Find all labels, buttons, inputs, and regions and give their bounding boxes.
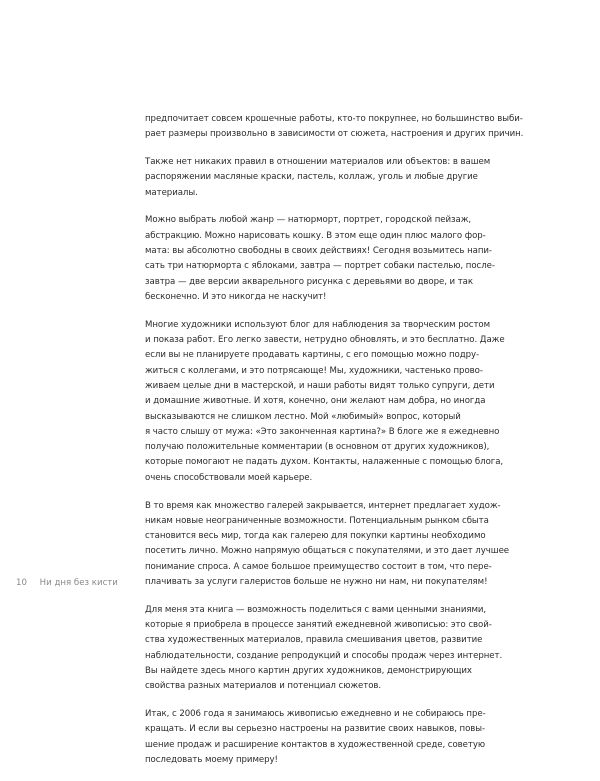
- text-line: получаю положительные комментарии (в основном от других художников),: [145, 442, 490, 453]
- text-line: если вы не планируете продавать картины, с его помощью можно подру-: [145, 350, 480, 361]
- text-line: очень способствовали моей карьере.: [145, 472, 313, 483]
- text-line: и домашние животные. И хотя, конечно, они желают нам добра, но иногда: [145, 396, 486, 407]
- running-title: Ни дня без кисти: [39, 578, 118, 588]
- text-line: никам новые неограниченные возможности. Потенциальным рынком сбыта: [145, 515, 489, 526]
- text-line: Многие художники используют блог для наблюдения за творческим ростом: [145, 319, 491, 330]
- text-line: мата: вы абсолютно свободны в своих действиях! Сегодня возьмитесь напи-: [145, 246, 492, 257]
- text-line: Итак, с 2006 года я занимаюсь живописью ежедневно и не собираюсь пре-: [145, 709, 486, 720]
- text-line: кращать. И если вы серьезно настроены на развитие своих навыков, повы-: [145, 724, 486, 735]
- text-line: понимание спроса. А самое большое преимущество состоит в том, что пере-: [145, 561, 492, 572]
- text-line: Вы найдете здесь много картин других художников, демонстрирующих: [145, 666, 472, 676]
- text-line: становится весь мир, тогда как галерею для покупки картины необходимо: [145, 531, 486, 542]
- text-line: я часто слышу от мужа: «Это законченная картина?» В блоге же я ежедневно: [145, 426, 500, 437]
- page-footer: [16, 577, 118, 589]
- text-line: плачивать за услуги галеристов больше не нужно ни нам, ни покупателям!: [145, 577, 488, 588]
- paragraph: [145, 499, 510, 591]
- page-number: 10: [16, 578, 27, 588]
- text-line: наблюдательности, создание репродукций и способы продаж через интернет.: [145, 650, 503, 661]
- text-line: житься с коллегами, и это потрясающе! Мы, художники, частенько прово-: [145, 365, 483, 376]
- paragraph: [145, 155, 491, 201]
- paragraph: [145, 112, 524, 143]
- paragraph: [145, 318, 505, 486]
- text-line: материалы.: [145, 187, 198, 198]
- text-line: свойства разных материалов и потенциал сюжетов.: [145, 681, 382, 692]
- body-text: [145, 112, 524, 781]
- text-line: Для меня эта книга — возможность поделиться с вами ценными знаниями,: [145, 604, 487, 615]
- paragraph: [145, 213, 495, 305]
- text-line: Также нет никаких правил в отношении материалов или объектов: в вашем: [145, 157, 491, 168]
- text-line: рает размеры произвольно в зависимости от сюжета, настроения и других причин.: [145, 129, 524, 140]
- text-line: распоряжении масляные краски, пастель, коллаж, уголь и любые другие: [145, 172, 478, 183]
- text-line: шение продаж и расширение контактов в художественной среде, советую: [145, 739, 486, 750]
- text-line: высказываются не слишком лестно. Мой «любимый» вопрос, который: [145, 411, 461, 422]
- text-line: которые помогают не падать духом. Контакты, налаженные с помощью блога,: [145, 457, 504, 468]
- text-line: которые я приобрела в процессе занятий ежедневной живописью: это свой-: [145, 620, 492, 631]
- text-line: предпочитает совсем крошечные работы, кто-то покрупнее, но большинство выби-: [145, 114, 523, 124]
- paragraph: [145, 707, 486, 768]
- text-line: последовать моему примеру!: [145, 754, 278, 765]
- text-line: абстракцию. Можно нарисовать кошку. В этом еще один плюс малого фор-: [145, 230, 486, 241]
- text-line: бесконечно. И это никогда не наскучит!: [145, 291, 327, 302]
- text-line: Можно выбрать любой жанр — натюрморт, портрет, городской пейзаж,: [145, 215, 472, 226]
- text-line: и показа работ. Его легко завести, нетрудно обновлять, и это бесплатно. Даже: [145, 335, 505, 346]
- text-line: посетить лично. Можно напрямую общаться с покупателями, и это дает лучшее: [145, 546, 510, 557]
- text-line: ства художественных материалов, правила смешивания цветов, развитие: [145, 635, 483, 646]
- text-line: завтра — две версии акварельного рисунка с деревьями во дворе, и так: [145, 276, 474, 287]
- paragraph: [145, 603, 503, 695]
- text-line: В то время как множество галерей закрывается, интернет предлагает худож-: [145, 500, 501, 511]
- text-line: живаем целые дни в мастерской, и наши работы видят только супруги, дети: [145, 380, 495, 391]
- text-line: сать три натюрморта с яблоками, завтра — портрет собаки пастелью, после-: [145, 261, 495, 272]
